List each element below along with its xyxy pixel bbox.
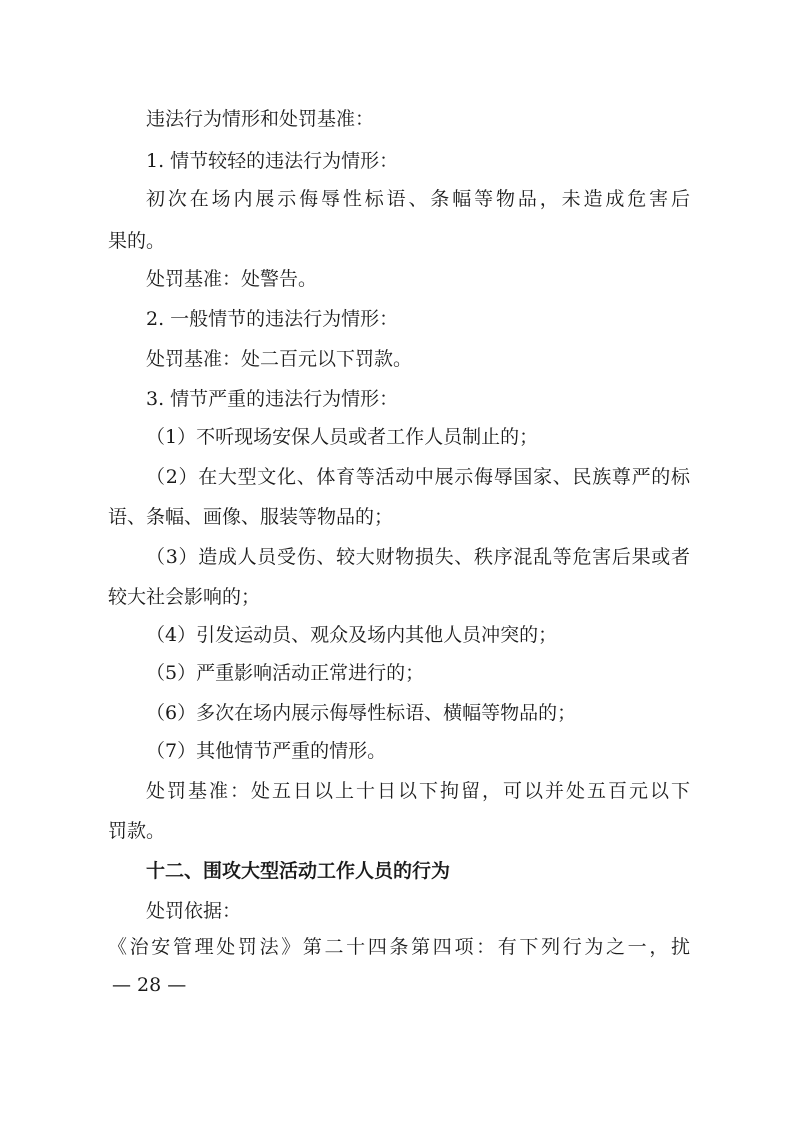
section-heading: 十二、围攻大型活动工作人员的行为 [146,860,451,882]
paragraph-line: 处罚基准：处二百元以下罚款。 [146,348,413,370]
paragraph-line: 2. 一般情节的违法行为情形： [146,308,399,330]
list-item: （5）严重影响活动正常进行的； [146,662,425,684]
paragraph-line: 初次在场内展示侮辱性标语、条幅等物品，未造成危害后 [146,188,690,210]
paragraph-line: 处罚依据： [146,900,242,922]
paragraph-line: 处罚基准：处五日以上十日以下拘留，可以并处五百元以下 [146,780,690,802]
paragraph-line: 罚款。 [108,820,166,842]
list-item-continued: 语、条幅、画像、服装等物品的； [108,506,394,528]
list-item: （2）在大型文化、体育等活动中展示侮辱国家、民族尊严的标 [146,466,690,488]
paragraph-line: 1. 情节较轻的违法行为情形： [146,150,399,172]
list-item: （3）造成人员受伤、较大财物损失、秩序混乱等危害后果或者 [146,546,690,568]
paragraph-line: 违法行为情形和处罚基准： [146,108,375,130]
list-item: （1）不听现场安保人员或者工作人员制止的； [146,426,539,448]
list-item-continued: 较大社会影响的； [108,586,261,608]
paragraph-line: 《治安管理处罚法》第二十四条第四项：有下列行为之一，扰 [108,936,690,958]
list-item: （6）多次在场内展示侮辱性标语、横幅等物品的； [146,702,577,724]
list-item: （4）引发运动员、观众及场内其他人员冲突的； [146,624,558,646]
list-item: （7）其他情节严重的情形。 [146,740,387,762]
paragraph-line: 3. 情节严重的违法行为情形： [146,388,399,410]
paragraph-line: 处罚基准：处警告。 [146,268,318,290]
page-number: — 28 — [112,974,187,996]
paragraph-line: 果的。 [108,230,166,252]
